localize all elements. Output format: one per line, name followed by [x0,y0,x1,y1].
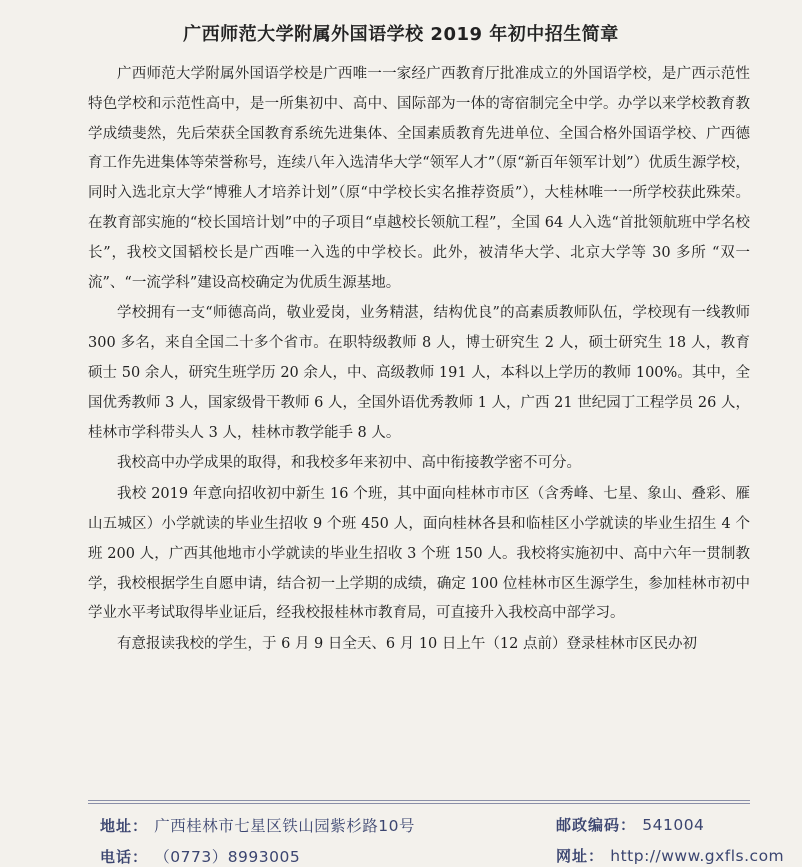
phone-value: （0773）8993005 [154,848,301,866]
document-title: 广西师范大学附属外国语学校 2019 年初中招生简章 [183,24,619,45]
phone-label: 电话： [100,848,149,866]
website-label: 网址： [556,847,605,865]
paragraph-4: 我校 2019 年意向招收初中新生 16 个班，其中面向桂林市市区（含秀峰、七星、象山、叠彩、雁山五城区）小学就读的毕业生招收 9 个班 450 人，面向桂林各县和临桂区小学就读的毕业生招生 4 个班 200 人，广西其他地市小学就读的毕业生招收 3 个班 150 人。我校将实施初中、高中六年一贯制教学，我校根据学生自愿申请，结合初一上学期的成绩，确定 100 位桂林市区生源学生，参加桂林市初中学业水平考试取得毕业证后，经我校报桂林市教育局，可直接升入我校高中部学习。 [88,486,750,622]
paragraph-3: 我校高中办学成果的取得，和我校多年来初中、高中衔接教学密不可分。 [117,455,581,472]
postcode-label: 邮政编码： [556,816,637,834]
website-value[interactable]: http://www.gxfls.com [610,847,785,865]
paragraph-1: 广西师范大学附属外国语学校是广西唯一一家经广西教育厅批准成立的外国语学校，是广西示范性特色学校和示范性高中，是一所集初中、高中、国际部为一体的寄宿制完全中学。办学以来学校教育教学成绩斐然，先后荣获全国教育系统先进集体、全国素质教育先进单位、全国合格外国语学校、广西德育工作先进集体等荣誉称号，连续八年入选清华大学“领军人才”（原“新百年领军计划”）优质生源学校，同时入选北京大学“博雅人才培养计划”（原“中学校长实名推荐资质”），大桂林唯一一所学校获此殊荣。在教育部实施的“校长国培计划”中的子项目“卓越校长领航工程”，全国 64 人入选“首批领航班中学名校长”，我校文国韬校长是广西唯一入选的中学校长。此外，被清华大学、北京大学等 30 多所 “双一流”、“一流学科”建设高校确定为优质生源基地。 [88,66,750,291]
phone-block [100,845,300,867]
address-label: 地址： [100,817,149,835]
postcode-value: 541004 [642,816,705,834]
document-body [88,60,750,660]
postcode-block [556,814,704,835]
address-value: 广西桂林市七星区铁山园紫杉路10号 [154,817,415,835]
address-block [100,814,415,836]
paragraph-5: 有意报读我校的学生，于 6 月 9 日全天、6 月 10 日上午（12 点前）登录桂林市区民办初 [117,636,697,653]
paragraph-2: 学校拥有一支“师德高尚，敬业爱岗，业务精湛，结构优良”的高素质教师队伍，学校现有一线教师 300 多名，来自全国二十多个省市。在职特级教师 8 人，博士研究生 2 人，硕士研究生 18 人，教育硕士 50 余人，研究生班学历 20 余人，中、高级教师 191 人，本科以上学历的教师 100%。其中，全国优秀教师 3 人，国家级骨干教师 6 人，全国外语优秀教师 1 人，广西 21 世纪园丁工程学员 26 人，桂林市学科带头人 3 人，桂林市教学能手 8 人。 [88,305,750,441]
footer-divider [88,800,750,804]
website-block [556,845,784,866]
